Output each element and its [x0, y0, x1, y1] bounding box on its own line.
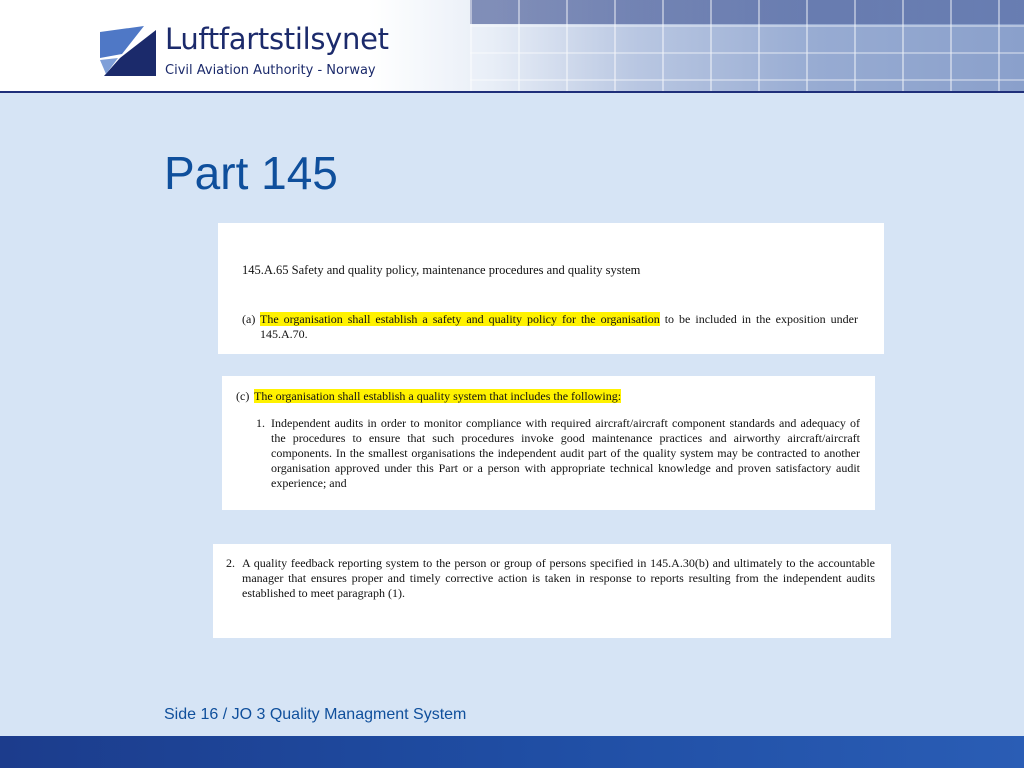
regulation-excerpt-2 — [222, 376, 875, 510]
subitem-label: 2. — [226, 556, 235, 570]
highlighted-text: The organisation shall establish a quality system that includes the following: — [254, 389, 622, 403]
regulation-excerpt-3 — [213, 544, 891, 638]
item-label: (a) — [242, 312, 256, 326]
regulation-excerpt-1 — [218, 223, 884, 354]
subitem-text: A quality feedback reporting system to the person or group of persons specified in 145.A.30(b) and ultimately to the accountable manager that ensures proper and timely corrective action is taken in response to reports resulting from the independent audits established to meet paragraph (1). — [242, 556, 875, 600]
header-divider — [0, 91, 1024, 93]
header-grid-pattern — [470, 0, 1024, 93]
subitem-label: 1. — [256, 416, 265, 430]
brand-name: Luftfartstilsynet — [165, 22, 389, 56]
item-text — [254, 389, 621, 404]
excerpt-heading: 145.A.65 Safety and quality policy, maintenance procedures and quality system — [242, 263, 641, 277]
footer-bar — [0, 736, 1024, 768]
header-band — [0, 0, 1024, 93]
item-text-rest: to be included in the exposition under 145.A.70. — [260, 312, 858, 341]
footer-caption: Side 16 / JO 3 Quality Managment System — [164, 706, 467, 723]
subitem-text: Independent audits in order to monitor compliance with required aircraft/aircraft component standards and adequacy of the procedures to ensure that such procedures invoke good maintenance practices and airworthy aircraft/aircraft components. In the smallest organisations the independent audit part of the quality system may be contracted to another organisation approved under this Part or a person with appropriate technical knowledge and proven satisfactory audit experience; and — [271, 416, 860, 490]
plane-wing-logo-icon — [100, 24, 156, 78]
slide-title: Part 145 — [164, 147, 338, 199]
brand-subtitle: Civil Aviation Authority - Norway — [165, 63, 376, 78]
item-label: (c) — [236, 389, 250, 403]
highlighted-text: The organisation shall establish a safety and quality policy for the organisation — [260, 312, 660, 326]
item-text — [260, 312, 858, 342]
